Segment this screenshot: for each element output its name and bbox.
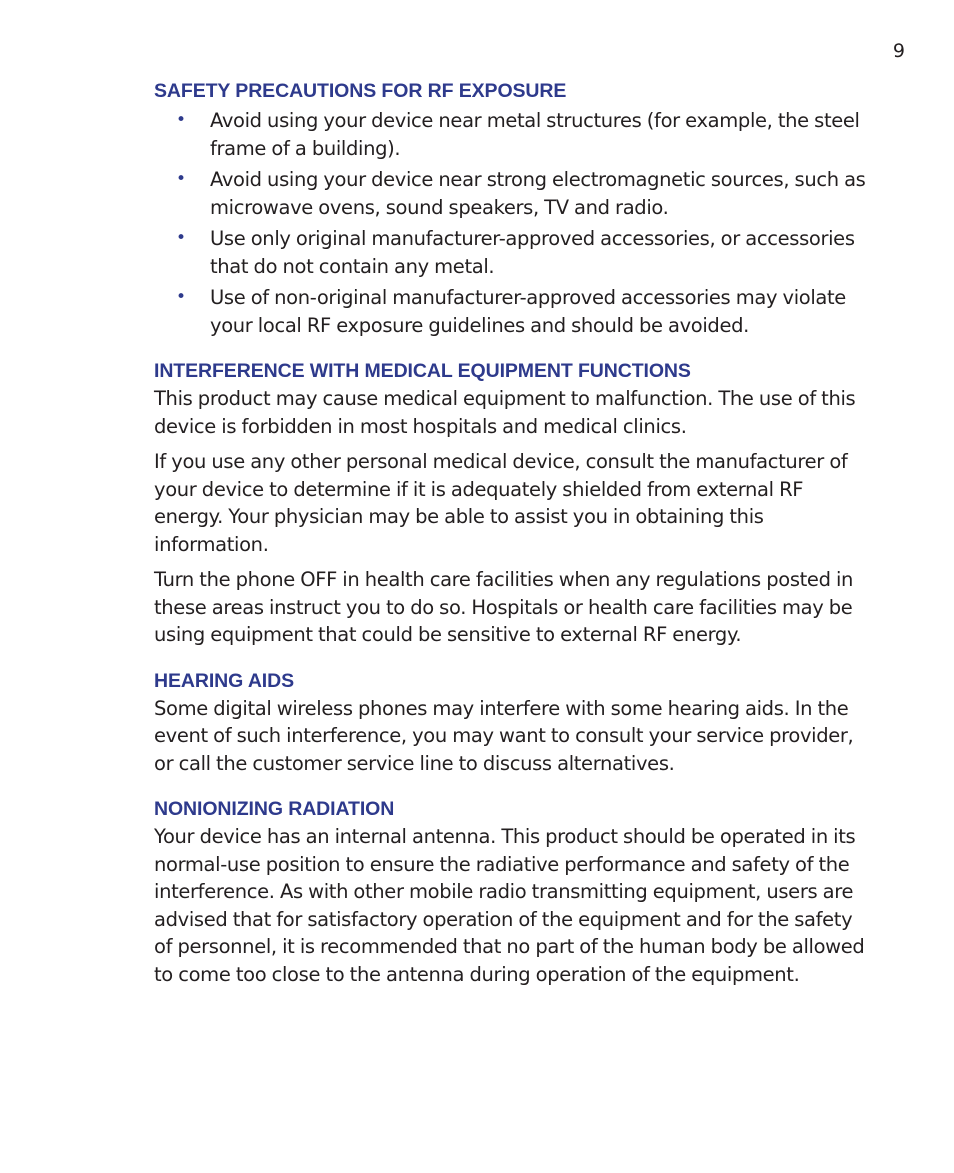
section-medical-interference bbox=[154, 358, 874, 649]
paragraph: Turn the phone OFF in health care facilities when any regulations posted in these areas instruct you to do so. Hospitals or health care facilities may be using equipment that could be sensitive to external RF energy. bbox=[154, 568, 854, 646]
bullet-icon: • bbox=[176, 287, 186, 307]
bullet-text: Use only original manufacturer-approved accessories, or accessories that do not contain any metal. bbox=[210, 227, 855, 278]
section-nonionizing-radiation bbox=[154, 796, 874, 988]
section-hearing-aids bbox=[154, 668, 874, 778]
bullet-text: Avoid using your device near metal structures (for example, the steel frame of a building). bbox=[210, 109, 860, 160]
bullet-item bbox=[154, 166, 874, 221]
document-body bbox=[154, 78, 874, 1007]
paragraph: Some digital wireless phones may interfere with some hearing aids. In the event of such interference, you may want to consult your service provider, or call the customer service line to discuss alternatives. bbox=[154, 696, 854, 775]
bullet-text: Avoid using your device near strong electromagnetic sources, such as microwave ovens, sound speakers, TV and radio. bbox=[210, 168, 866, 219]
section-rf-exposure bbox=[154, 78, 874, 339]
bullet-item bbox=[154, 225, 874, 280]
bullet-icon: • bbox=[176, 110, 186, 130]
bullet-text: Use of non-original manufacturer-approved accessories may violate your local RF exposure guidelines and should be avoided. bbox=[210, 286, 846, 337]
bullet-list bbox=[154, 107, 874, 339]
paragraph: Your device has an internal antenna. This product should be operated in its normal-use position to ensure the radiative performance and safety of the interference. As with other mobile radio transmitting equipment, users are advised that for satisfactory operation of the equipment and for the safety of personnel, it is recommended that no part of the human body be allowed to come too close to the antenna during operation of the equipment. bbox=[154, 825, 865, 986]
bullet-icon: • bbox=[176, 228, 186, 248]
page-number: 9 bbox=[892, 40, 905, 62]
section-heading: SAFETY PRECAUTIONS FOR RF EXPOSURE bbox=[154, 80, 567, 102]
section-heading: HEARING AIDS bbox=[154, 669, 295, 692]
paragraph: This product may cause medical equipment to malfunction. The use of this device is forbidden in most hospitals and medical clinics. bbox=[154, 387, 856, 438]
section-heading: INTERFERENCE WITH MEDICAL EQUIPMENT FUNCTIONS bbox=[154, 360, 691, 382]
paragraph: If you use any other personal medical device, consult the manufacturer of your device to determine if it is adequately shielded from external RF energy. Your physician may be able to assist you in obtaining this information. bbox=[154, 450, 848, 556]
bullet-item bbox=[154, 284, 874, 339]
bullet-icon: • bbox=[176, 169, 186, 189]
bullet-item bbox=[154, 107, 874, 162]
section-heading: NONIONIZING RADIATION bbox=[154, 798, 395, 820]
